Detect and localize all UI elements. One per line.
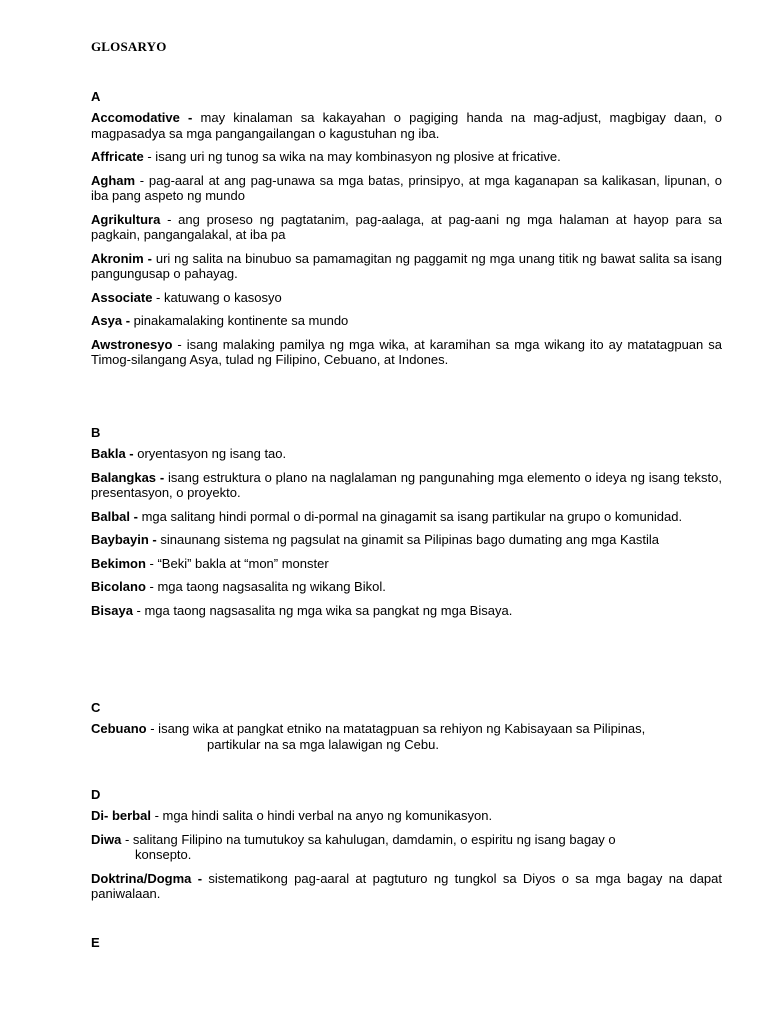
section-letter: D <box>91 787 101 802</box>
page-title: GLOSARYO <box>91 39 167 54</box>
section-a <box>91 89 722 376</box>
glossary-entry <box>91 446 722 462</box>
entry-term: Balbal - <box>91 508 138 524</box>
entry-definition: - katuwang o kasosyo <box>152 289 282 305</box>
entry-definition: oryentasyon ng isang tao. <box>133 446 287 461</box>
entry-term: Diwa <box>91 831 122 847</box>
entry-term: Bisaya <box>91 602 133 618</box>
entry-definition-continued: partikular na sa mga lalawigan ng Cebu. <box>207 736 439 752</box>
glossary-entry <box>91 556 722 572</box>
entry-term: Balangkas - <box>91 469 165 485</box>
glossary-entry <box>91 808 722 824</box>
entry-term: Awstronesyo <box>91 336 173 352</box>
entry-definition: - mga taong nagsasalita ng wikang Bikol. <box>145 579 386 594</box>
entry-term: Doktrina/Dogma - <box>91 870 203 886</box>
glossary-entry <box>91 313 722 329</box>
section-letter: C <box>91 700 101 715</box>
entry-term: Cebuano <box>91 721 147 736</box>
glossary-entry <box>91 532 722 548</box>
glossary-entry <box>91 721 722 752</box>
entry-definition: - pag-aaral at ang pag-unawa sa mga batas, prinsipyo, at mga kaganapan sa kalikasan, lipunan, o iba pang aspeto ng mundo <box>91 172 722 203</box>
entry-term: Agrikultura <box>91 211 161 227</box>
entry-term: Affricate <box>91 149 144 164</box>
entry-definition: isang estruktura o plano na naglalaman ng pangunahing mga elemento o ideya ng isang teksto, presentasyon, o proyekto. <box>91 469 722 500</box>
entry-definition: sinaunang sistema ng pagsulat na ginamit sa Pilipinas bago dumating ang mga Kastila <box>156 532 660 547</box>
glossary-entry <box>91 212 722 243</box>
entry-term: Asya - <box>91 313 131 328</box>
glossary-entry <box>91 149 722 165</box>
entry-definition: sistematikong pag-aaral at pagtuturo ng tungkol sa Diyos o sa mga bagay na dapat paniwalaan. <box>91 870 723 901</box>
section-e <box>91 935 722 956</box>
glossary-entry <box>91 173 722 204</box>
entry-definition: pinakamalaking kontinente sa mundo <box>130 313 349 328</box>
section-letter: B <box>91 425 101 440</box>
entry-term: Bakla - <box>91 446 134 461</box>
glossary-entry <box>91 337 722 368</box>
entry-definition: uri ng salita na binubuo sa pamamagitan ng paggamit ng mga unang titik ng bawat salita sa isang pangungusap o pahayag. <box>91 250 723 281</box>
entry-term: Di- berbal <box>91 808 151 823</box>
section-letter: E <box>91 935 100 950</box>
glossary-entry <box>91 110 722 141</box>
entry-definition: - mga hindi salita o hindi verbal na anyo ng komunikasyon. <box>150 808 493 823</box>
glossary-entry <box>91 290 722 306</box>
entry-definition: - isang wika at pangkat etniko na matatagpuan sa rehiyon ng Kabisayaan sa Pilipinas, <box>146 721 646 736</box>
glossary-entry <box>91 832 722 863</box>
entry-term: Accomodative - <box>91 110 193 125</box>
glossary-entry <box>91 509 722 525</box>
section-d <box>91 787 722 910</box>
entry-definition: - ang proseso ng pagtatanim, pag-aalaga, at pag-aani ng mga halaman at hayop para sa pagkain, pangangalakal, at iba pa <box>91 211 722 242</box>
section-c <box>91 700 722 760</box>
glossary-entry <box>91 603 722 619</box>
entry-definition-continued: konsepto. <box>135 847 192 862</box>
entry-term: Bicolano <box>91 579 146 594</box>
glossary-entry <box>91 871 722 902</box>
entry-term: Agham <box>91 172 136 188</box>
entry-definition: - isang malaking pamilya ng mga wika, at karamihan sa mga wikang ito ay matatagpuan sa Timog-silangang Asya, tulad ng Filipino, Cebuano, at Indones. <box>91 336 722 367</box>
glossary-entry <box>91 579 722 595</box>
section-b <box>91 425 722 626</box>
entry-term: Associate <box>91 289 153 305</box>
section-letter: A <box>91 89 101 104</box>
entry-term: Baybayin - <box>91 532 157 547</box>
entry-definition: - isang uri ng tunog sa wika na may kombinasyon ng plosive at fricative. <box>143 149 561 164</box>
entry-definition: - salitang Filipino na tumutukoy sa kahulugan, damdamin, o espiritu ng isang bagay o <box>121 831 616 847</box>
entry-definition: may kinalaman sa kakayahan o pagiging handa na mag-adjust, magbigay daan, o magpasadya sa mga pangangailangan o kagustuhan ng iba. <box>91 110 722 141</box>
entry-definition: - mga taong nagsasalita ng mga wika sa pangkat ng mga Bisaya. <box>132 602 513 618</box>
entry-term: Akronim - <box>91 250 152 266</box>
glossary-entry <box>91 251 722 282</box>
entry-definition: - “Beki” bakla at “mon” monster <box>145 555 329 571</box>
entry-definition: mga salitang hindi pormal o di-pormal na ginagamit sa isang partikular na grupo o komunidad. <box>137 508 683 524</box>
glossary-entry <box>91 470 722 501</box>
entry-term: Bekimon <box>91 555 146 571</box>
